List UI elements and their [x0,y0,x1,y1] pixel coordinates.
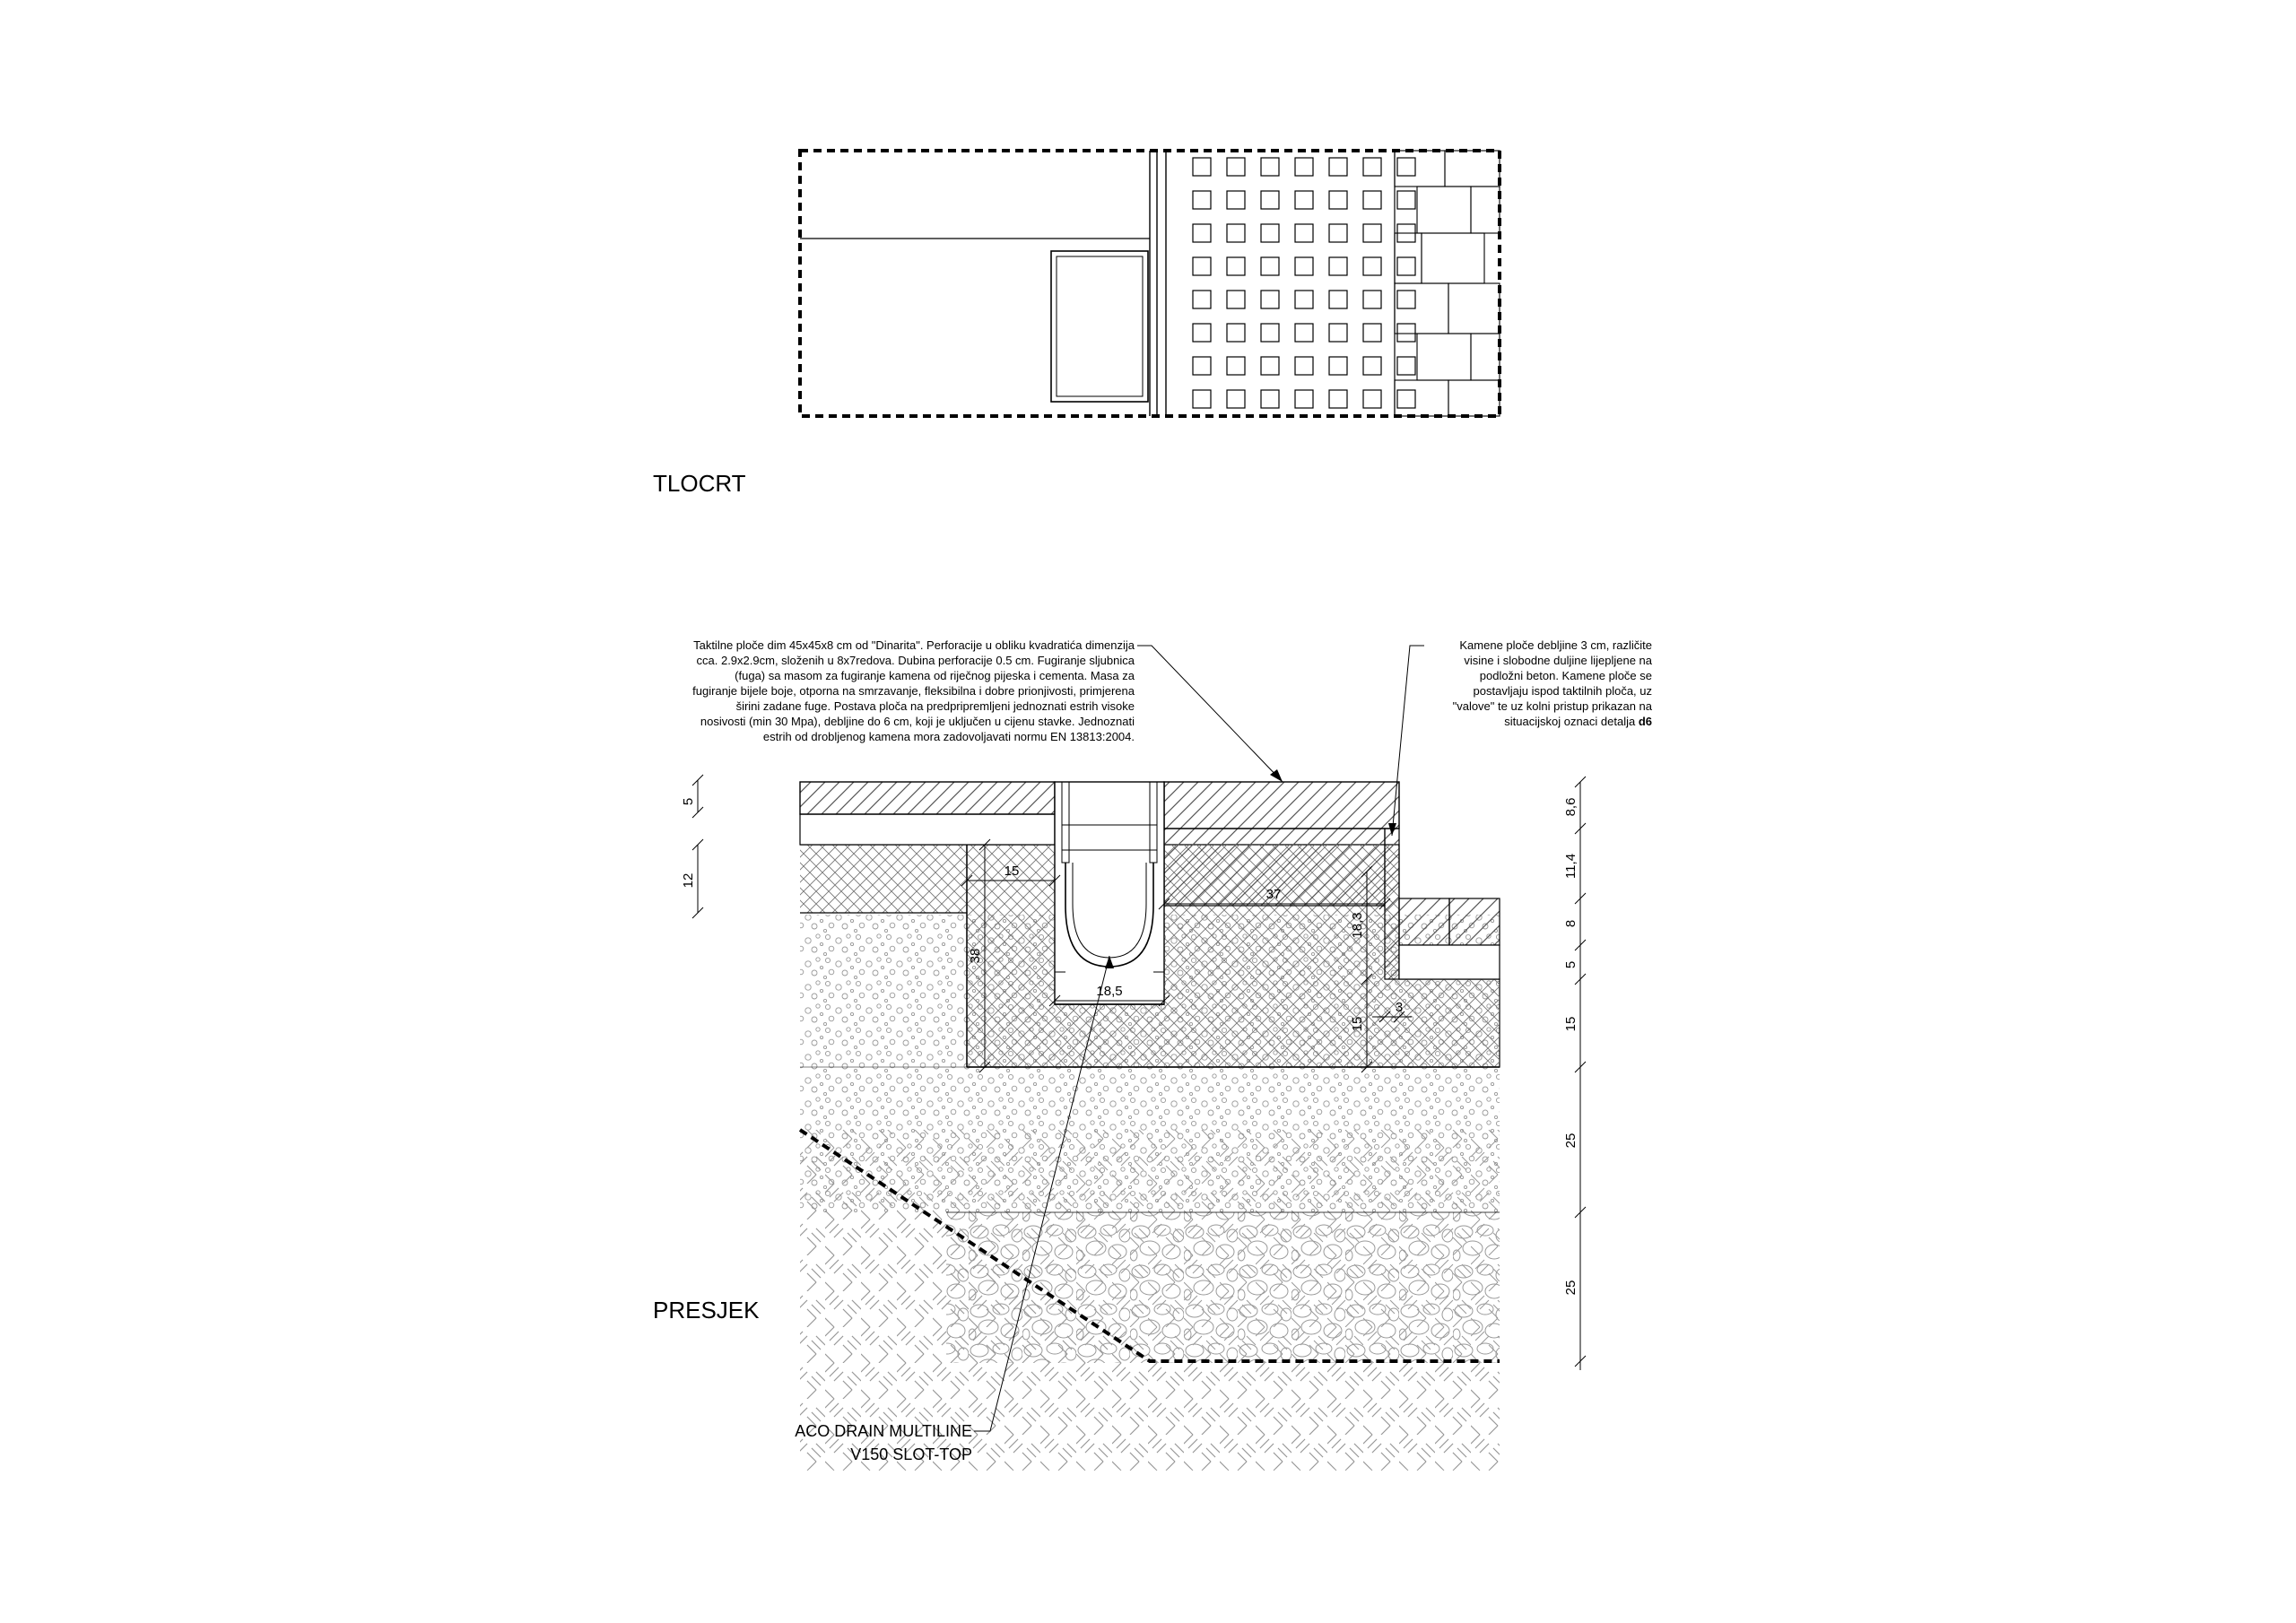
plan-grate [1051,251,1148,402]
dim-right-1: 8,6 [1563,797,1578,817]
dim-bed-height-lower: 15 [1350,1016,1365,1032]
dim-edge-gap: 3 [1395,1000,1404,1015]
plan-view [800,151,1500,416]
svg-text:situacijskoj oznaci detalja d6: situacijskoj oznaci detalja d6 [1504,715,1652,728]
section-title: PRESJEK [653,1297,760,1324]
dim-channel-offset: 15 [1004,864,1020,879]
dim-right-5: 15 [1563,1016,1578,1032]
svg-text:ACO DRAIN MULTILINE: ACO DRAIN MULTILINE [795,1422,972,1440]
dim-left-2: 12 [681,872,696,889]
dim-right-7: 25 [1563,1280,1578,1296]
dim-right-3: 8 [1563,919,1578,928]
tactile-plate-right [1164,782,1399,829]
plan-stone-plates [1395,151,1500,416]
svg-text:nosivosti (min 30 Mpa), deblji: nosivosti (min 30 Mpa), debljine do 6 cm, koji je uključen u cijenu stavke. Jednoznati [700,715,1135,728]
dim-channel-width: 18,5 [1096,984,1123,999]
dim-right-4: 5 [1563,960,1578,969]
section-view [800,782,1500,1471]
svg-text:cca. 2.9x2.9cm, složenih u 8x7: cca. 2.9x2.9cm, složenih u 8x7redova. Dubina perforacije 0.5 cm. Fugiranje sljubnica [696,654,1135,667]
note-tactile-plates [692,638,1283,782]
dim-right-6: 25 [1563,1133,1578,1149]
svg-text:podložni beton. Kamene ploče s: podložni beton. Kamene ploče se [1479,669,1652,682]
svg-text:(fuga) sa masom za fugiranje k: (fuga) sa masom za fugiranje kamena od riječnog pijeska i cementa. Masa za [735,669,1135,682]
tactile-plate-left [800,782,1055,814]
screed-layer [800,814,1055,845]
dim-left-1: 5 [681,797,696,806]
svg-text:postavljaju ispod taktilnih pl: postavljaju ispod taktilnih ploča, uz [1473,684,1652,698]
note-stone-plates [1388,638,1653,836]
dim-right-2: 11,4 [1563,853,1578,880]
stone-plates-section [1399,898,1500,979]
svg-text:estrih od drobljenog kamena mo: estrih od drobljenog kamena mora zadovoljavati normu EN 13813:2004. [762,730,1135,743]
svg-text:V150 SLOT-TOP: V150 SLOT-TOP [850,1445,972,1463]
dimensions-left [692,775,703,918]
svg-text:Taktilne ploče dim 45x45x8 cm: Taktilne ploče dim 45x45x8 cm od "Dinarita". Perforacije u obliku kvadratića dimenzija [693,638,1135,652]
svg-text:"valove" te uz kolni pristup p: "valove" te uz kolni pristup prikazan na [1452,699,1652,713]
svg-text:fugiranje bijele boje, otporna: fugiranje bijele boje, otporna na smrzavanje, fleksibilna i dobre prionjivosti, primjerena [692,684,1135,698]
svg-text:visine i slobodne duljine lije: visine i slobodne duljine lijepljene na [1464,654,1652,667]
dim-footing-height: 38 [968,948,983,964]
svg-text:Kamene ploče debljine 3 cm, ra: Kamene ploče debljine 3 cm, različite [1459,638,1652,652]
dim-bed-height-upper: 18,3 [1350,912,1365,939]
plan-title: TLOCRT [653,470,746,497]
aco-drain-channel [1055,782,1164,1004]
svg-text:širini zadane fuge. Postava pl: širini zadane fuge. Postava ploča na predpripremljeni jednoznati estrih visoke [735,699,1135,713]
plan-tactile-plates [1193,158,1415,408]
dim-bed-width: 37 [1265,887,1282,902]
